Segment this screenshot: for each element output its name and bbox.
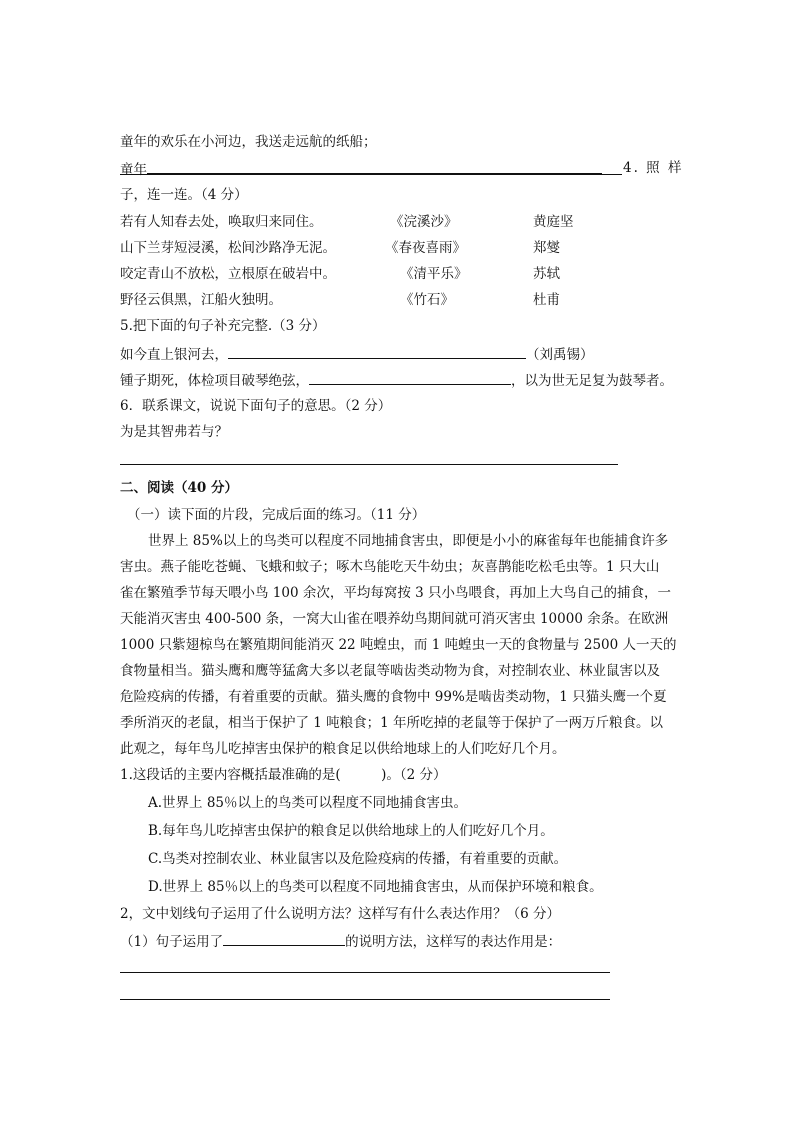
passage-line-2: 害虫。燕子能吃苍蝇、飞蛾和蚊子；啄木鸟能吃天牛幼虫；灰喜鹊能吃松毛虫等。1 只大山 (120, 559, 660, 575)
q4-poem-4: 野径云俱黑，江船火独明。 (120, 292, 282, 308)
reading-q1-stem: 1.这段话的主要内容概括最准确的是( )。（2 分） (120, 767, 447, 783)
passage-line-1: 世界上 85%以上的鸟类可以程度不同地捕食害虫，即便是小小的麻雀每年也能捕食许多 (148, 533, 669, 549)
reading-q1-option-c[interactable]: C.鸟类对控制农业、林业鼠害以及危险疫病的传播，有着重要的贡献。 (148, 851, 568, 867)
q5-line2-pre: 锺子期死，体检项目破琴绝弦， (120, 373, 309, 389)
q4-title-4[interactable]: 《竹石》 (400, 292, 454, 308)
q5-heading: 5.把下面的句子补充完整.（3 分） (120, 318, 326, 334)
q5-blank-1[interactable] (228, 345, 526, 359)
q3-line2 (120, 160, 602, 178)
q4-title-2[interactable]: 《春夜喜雨》 (385, 240, 466, 256)
q4-poem-3: 咬定青山不放松，立根原在破岩中。 (120, 266, 336, 282)
q3-line2-prefix: 童年 (120, 162, 147, 178)
passage-line-6: 食物量相当。猫头鹰和鹰等猛禽大多以老鼠等啮齿类动物为食，对控制农业、林业鼠害以及 (120, 663, 660, 679)
q4-heading-right: 4. 照 样 (623, 160, 684, 176)
q3-answer-line-2[interactable] (120, 174, 622, 175)
q4-heading-cont: 子，连一连。（4 分） (120, 187, 248, 203)
q4-author-2[interactable]: 郑燮 (533, 240, 560, 256)
reading-q2-answer-line-1[interactable] (120, 972, 610, 973)
reading-q2-sub (120, 932, 561, 950)
reading-q2-stem: 2，文中划线句子运用了什么说明方法？这样写有什么表达作用？（6 分） (120, 906, 560, 922)
q5-line1 (120, 345, 594, 363)
passage-line-3: 雀在繁殖季节每天喂小鸟 100 余次，平均每窝按 3 只小鸟喂食，再加上大鸟自己的捕食，一 (120, 585, 672, 601)
q4-author-4[interactable]: 杜甫 (533, 292, 560, 308)
q3-answer-blank[interactable] (147, 160, 602, 174)
q6-sentence: 为是其智弗若与？ (120, 424, 228, 440)
q4-title-1[interactable]: 《浣溪沙》 (390, 214, 458, 230)
reading-q2-method-blank[interactable] (223, 932, 345, 946)
reading-q2-answer-line-2[interactable] (120, 999, 610, 1000)
passage-line-4: 天能消灭害虫 400-500 条，一窝大山雀在喂养幼鸟期间就可消灭害虫 10000 余条。在欧洲 (120, 611, 669, 627)
passage-line-8: 季所消灭的老鼠，相当于保护了 1 吨粮食；1 年所吃掉的老鼠等于保护了一两万斤粮食。以 (120, 715, 664, 731)
q4-poem-2: 山下兰芽短浸溪，松间沙路净无泥。 (120, 240, 336, 256)
q4-author-3[interactable]: 苏轼 (533, 266, 560, 282)
passage-line-9: 此观之，每年鸟儿吃掉害虫保护的粮食足以供给地球上的人们吃好几个月。 (120, 741, 566, 757)
q4-author-1[interactable]: 黄庭坚 (533, 214, 574, 230)
q5-line2-post: ，以为世无足复为鼓琴者。 (511, 373, 673, 389)
passage-line-7: 危险疫病的传播，有着重要的贡献。猫头鹰的食物中 99%是啮齿类动物，1 只猫头鹰一个夏 (120, 689, 667, 705)
q5-line2 (120, 371, 673, 389)
passage-line-5: 1000 只紫翅椋鸟在繁殖期间能消灭 22 吨蝗虫，而 1 吨蝗虫一天的食物量与 2500 人一天的 (120, 637, 677, 653)
q5-line1-post: （刘禹锡） (526, 347, 594, 363)
section2-subtitle: （一）读下面的片段，完成后面的练习。（11 分） (127, 507, 426, 523)
section2-title: 二、阅读（40 分） (120, 480, 238, 496)
reading-q1-option-b[interactable]: B.每年鸟儿吃掉害虫保护的粮食足以供给地球上的人们吃好几个月。 (148, 823, 554, 839)
q4-poem-1: 若有人知春去处，唤取归来同住。 (120, 214, 323, 230)
reading-q1-option-a[interactable]: A.世界上 85％以上的鸟类可以程度不同地捕食害虫。 (148, 795, 468, 811)
q5-line1-pre: 如今直上银河去， (120, 347, 228, 363)
q4-title-3[interactable]: 《清平乐》 (400, 266, 468, 282)
reading-q2-sub-pre: （1）句子运用了 (120, 934, 224, 950)
q3-line1: 童年的欢乐在小河边，我送走远航的纸船； (120, 134, 377, 150)
q6-answer-line[interactable] (120, 464, 618, 465)
reading-q1-option-d[interactable]: D.世界上 85％以上的鸟类可以程度不同地捕食害虫，从而保护环境和粮食。 (148, 879, 603, 895)
q5-blank-2[interactable] (309, 371, 511, 385)
reading-q2-sub-post: 的说明方法，这样写的表达作用是： (345, 934, 562, 950)
q6-heading: 6．联系课文，说说下面句子的意思。（2 分） (120, 398, 392, 414)
